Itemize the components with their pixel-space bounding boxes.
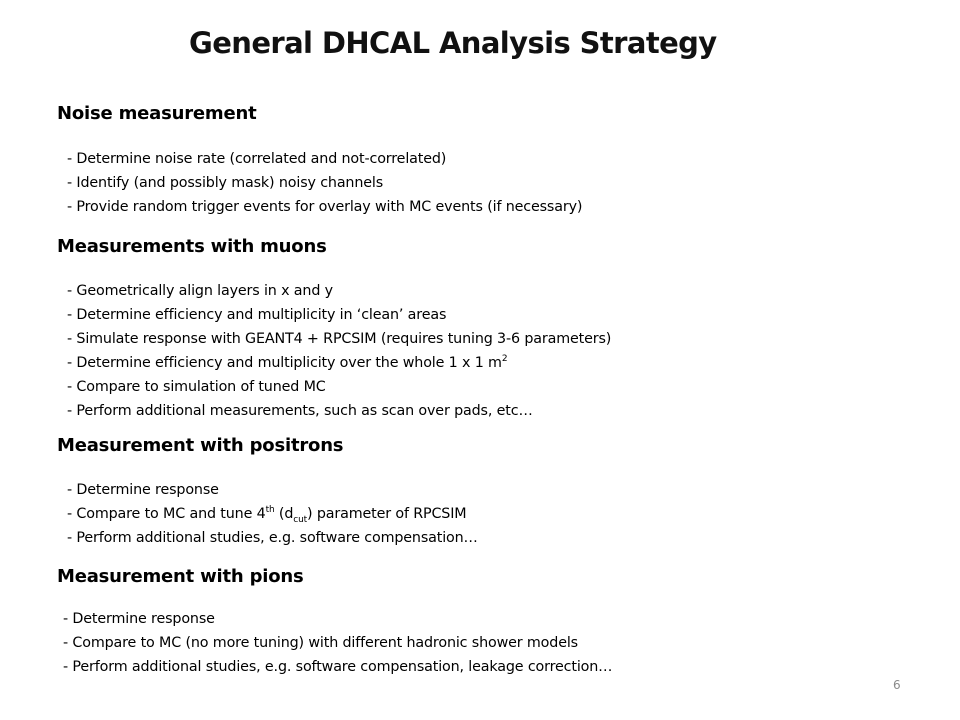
slide-title: General DHCAL Analysis Strategy xyxy=(189,26,717,60)
list-item: - Determine efficiency and multiplicity over the whole 1 x 1 $m^2$ xyxy=(67,354,508,371)
list-item: - Determine response xyxy=(67,482,219,498)
section-heading-pions: Measurement with pions xyxy=(57,566,304,587)
page-number: 6 xyxy=(893,678,901,692)
list-item: - Perform additional measurements, such as scan over pads, etc… xyxy=(67,403,533,419)
section-heading-positrons: Measurement with positrons xyxy=(57,435,344,456)
section-heading-muons: Measurements with muons xyxy=(57,236,327,257)
list-item: - Compare to MC (no more tuning) with different hadronic shower models xyxy=(63,635,578,651)
list-item: - Compare to simulation of tuned MC xyxy=(67,379,326,395)
list-item: - Determine efficiency and multiplicity in ‘clean’ areas xyxy=(67,307,447,323)
list-item: - Identify (and possibly mask) noisy channels xyxy=(67,175,384,191)
section-list-noise xyxy=(67,147,582,219)
list-item: - Perform additional studies, e.g. software compensation… xyxy=(67,530,478,546)
section-heading-noise: Noise measurement xyxy=(57,103,257,124)
section-list-positrons xyxy=(67,478,478,550)
list-item: - Provide random trigger events for overlay with MC events (if necessary) xyxy=(67,199,583,215)
list-item: - Simulate response with GEANT4 + RPCSIM (requires tuning 3-6 parameters) xyxy=(67,331,612,347)
list-item: - Determine response xyxy=(63,611,215,627)
list-item: - Perform additional studies, e.g. software compensation, leakage correction… xyxy=(63,659,613,675)
list-item: - Determine noise rate (correlated and not-correlated) xyxy=(67,151,447,167)
list-item: - Compare to MC and tune 4th $(d_{cut})$ parameter of RPCSIM xyxy=(67,505,467,525)
list-item: - Geometrically align layers in x and y xyxy=(67,283,333,299)
section-list-pions xyxy=(63,607,612,679)
section-list-muons xyxy=(67,279,611,423)
